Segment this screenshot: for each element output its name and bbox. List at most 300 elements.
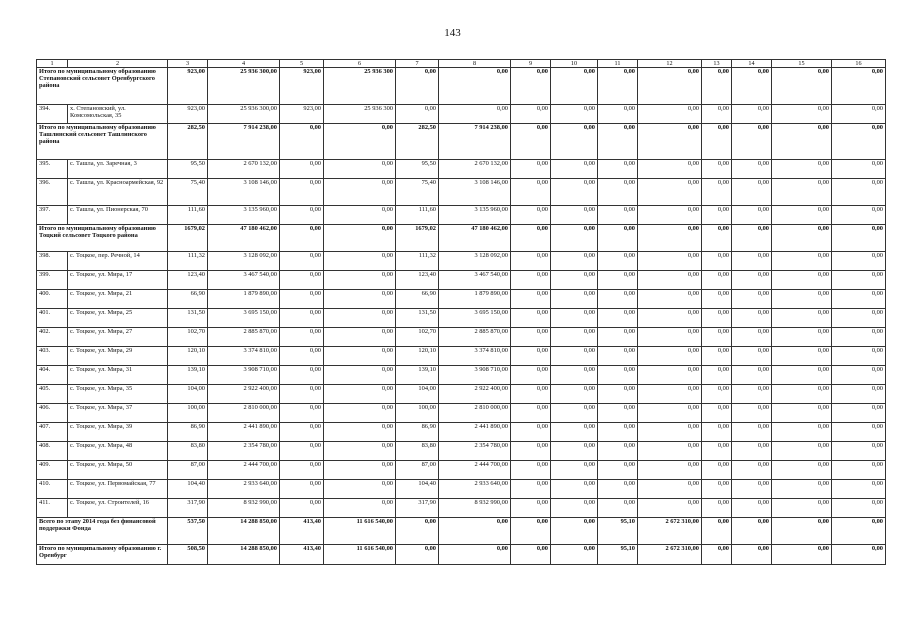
housing-program-table: [36, 59, 886, 565]
value-cell: 282,50: [396, 124, 439, 160]
value-cell: 0,00: [598, 385, 638, 404]
address-cell: с. Ташла, ул. Заречная, 3: [68, 160, 168, 179]
value-cell: 0,00: [598, 206, 638, 225]
value-cell: 0,00: [598, 105, 638, 124]
value-cell: 0,00: [702, 68, 732, 105]
value-cell: 0,00: [551, 366, 598, 385]
value-cell: 104,00: [396, 385, 439, 404]
value-cell: 923,00: [168, 105, 208, 124]
value-cell: 282,50: [168, 124, 208, 160]
value-cell: 120,10: [168, 347, 208, 366]
column-number: 3: [168, 60, 208, 68]
value-cell: 0,00: [598, 252, 638, 271]
value-cell: 0,00: [702, 309, 732, 328]
value-cell: 0,00: [772, 309, 832, 328]
value-cell: 95,50: [396, 160, 439, 179]
value-cell: 0,00: [732, 68, 772, 105]
value-cell: 66,90: [168, 290, 208, 309]
value-cell: 0,00: [551, 68, 598, 105]
value-cell: 111,60: [396, 206, 439, 225]
value-cell: 0,00: [511, 480, 551, 499]
value-cell: 0,00: [702, 105, 732, 124]
subtotal-row: [37, 124, 886, 160]
subtotal-row: [37, 225, 886, 252]
value-cell: 0,00: [551, 160, 598, 179]
value-cell: 0,00: [551, 105, 598, 124]
value-cell: 0,00: [702, 423, 732, 442]
column-number: 6: [324, 60, 396, 68]
address-cell: с. Тоцкое, ул. Первомайская, 77: [68, 480, 168, 499]
value-cell: 0,00: [638, 423, 702, 442]
value-cell: 87,00: [396, 461, 439, 480]
value-cell: 86,90: [396, 423, 439, 442]
value-cell: 0,00: [772, 105, 832, 124]
table-row: [37, 179, 886, 206]
value-cell: 0,00: [638, 105, 702, 124]
table-row: [37, 385, 886, 404]
value-cell: 0,00: [551, 206, 598, 225]
value-cell: 0,00: [511, 160, 551, 179]
column-number: 15: [772, 60, 832, 68]
address-cell: с. Тоцкое, ул. Мира, 27: [68, 328, 168, 347]
value-cell: 0,00: [702, 518, 732, 545]
value-cell: 0,00: [511, 385, 551, 404]
column-number: 16: [832, 60, 886, 68]
value-cell: 0,00: [702, 179, 732, 206]
value-cell: 2 354 780,00: [439, 442, 511, 461]
subtotal-label: Итого по муниципальному образованию Тоцкий сельсовет Тоцкого района: [37, 225, 168, 252]
address-cell: с. Тоцкое, ул. Мира, 37: [68, 404, 168, 423]
subtotal-row: [37, 545, 886, 565]
value-cell: 0,00: [732, 347, 772, 366]
value-cell: 3 695 150,00: [439, 309, 511, 328]
value-cell: 0,00: [511, 499, 551, 518]
column-number: 11: [598, 60, 638, 68]
value-cell: 104,00: [168, 385, 208, 404]
value-cell: 0,00: [280, 480, 324, 499]
value-cell: 0,00: [638, 225, 702, 252]
value-cell: 0,00: [638, 404, 702, 423]
row-number: 404.: [37, 366, 68, 385]
value-cell: 0,00: [732, 206, 772, 225]
value-cell: 0,00: [551, 252, 598, 271]
row-number: 410.: [37, 480, 68, 499]
value-cell: 0,00: [832, 385, 886, 404]
value-cell: 0,00: [324, 309, 396, 328]
column-number-header: [37, 60, 886, 68]
value-cell: 0,00: [638, 290, 702, 309]
value-cell: 0,00: [551, 328, 598, 347]
value-cell: 0,00: [598, 328, 638, 347]
value-cell: 0,00: [280, 366, 324, 385]
value-cell: 0,00: [280, 499, 324, 518]
value-cell: 102,70: [396, 328, 439, 347]
value-cell: 0,00: [511, 68, 551, 105]
value-cell: 47 180 462,00: [439, 225, 511, 252]
value-cell: 0,00: [324, 480, 396, 499]
value-cell: 0,00: [772, 518, 832, 545]
address-cell: с. Тоцкое, ул. Строителей, 16: [68, 499, 168, 518]
value-cell: 0,00: [832, 290, 886, 309]
value-cell: 0,00: [638, 271, 702, 290]
value-cell: 0,00: [702, 252, 732, 271]
value-cell: 0,00: [832, 225, 886, 252]
value-cell: 120,10: [396, 347, 439, 366]
value-cell: 2 672 310,00: [638, 518, 702, 545]
value-cell: 0,00: [511, 461, 551, 480]
value-cell: 0,00: [598, 309, 638, 328]
value-cell: 0,00: [511, 366, 551, 385]
value-cell: 0,00: [772, 366, 832, 385]
value-cell: 0,00: [702, 160, 732, 179]
table-row: [37, 347, 886, 366]
row-number: 394.: [37, 105, 68, 124]
value-cell: 0,00: [324, 124, 396, 160]
value-cell: 25 936 300: [324, 68, 396, 105]
value-cell: 0,00: [832, 545, 886, 565]
value-cell: 0,00: [511, 225, 551, 252]
column-number: 5: [280, 60, 324, 68]
table-row: [37, 290, 886, 309]
value-cell: 0,00: [832, 499, 886, 518]
column-number: 1: [37, 60, 68, 68]
value-cell: 3 374 810,00: [439, 347, 511, 366]
value-cell: 0,00: [551, 499, 598, 518]
value-cell: 0,00: [832, 461, 886, 480]
value-cell: 0,00: [598, 124, 638, 160]
value-cell: 2 441 890,00: [439, 423, 511, 442]
value-cell: 0,00: [772, 225, 832, 252]
value-cell: 47 180 462,00: [208, 225, 280, 252]
value-cell: 0,00: [772, 499, 832, 518]
value-cell: 0,00: [324, 366, 396, 385]
value-cell: 0,00: [551, 480, 598, 499]
table-row: [37, 271, 886, 290]
value-cell: 3 128 092,00: [208, 252, 280, 271]
value-cell: 0,00: [832, 423, 886, 442]
value-cell: 0,00: [638, 68, 702, 105]
value-cell: 0,00: [511, 328, 551, 347]
value-cell: 0,00: [638, 461, 702, 480]
value-cell: 0,00: [551, 423, 598, 442]
value-cell: 0,00: [772, 252, 832, 271]
subtotal-label: Итого по муниципальному образованию г. Оренбург: [37, 545, 168, 565]
address-cell: х. Степановский, ул. Комсомольская, 35: [68, 105, 168, 124]
value-cell: 2 354 780,00: [208, 442, 280, 461]
address-cell: с. Тоцкое, ул. Мира, 25: [68, 309, 168, 328]
value-cell: 25 936 300,00: [208, 68, 280, 105]
value-cell: 0,00: [732, 385, 772, 404]
value-cell: 0,00: [598, 480, 638, 499]
value-cell: 1679,02: [168, 225, 208, 252]
address-cell: с. Ташла, ул. Пионерская, 70: [68, 206, 168, 225]
value-cell: 0,00: [280, 385, 324, 404]
value-cell: 413,40: [280, 545, 324, 565]
table-row: [37, 423, 886, 442]
value-cell: 139,10: [396, 366, 439, 385]
value-cell: 317,90: [396, 499, 439, 518]
value-cell: 0,00: [832, 252, 886, 271]
value-cell: 0,00: [832, 68, 886, 105]
value-cell: 0,00: [324, 404, 396, 423]
value-cell: 0,00: [832, 124, 886, 160]
value-cell: 2 922 400,00: [439, 385, 511, 404]
row-number: 400.: [37, 290, 68, 309]
value-cell: 0,00: [439, 518, 511, 545]
value-cell: 0,00: [511, 309, 551, 328]
value-cell: 1 879 890,00: [208, 290, 280, 309]
value-cell: 104,40: [396, 480, 439, 499]
value-cell: 0,00: [732, 105, 772, 124]
value-cell: 0,00: [280, 160, 324, 179]
column-number: 4: [208, 60, 280, 68]
table-body: [37, 60, 886, 565]
column-number: 10: [551, 60, 598, 68]
value-cell: 0,00: [772, 290, 832, 309]
address-cell: с. Ташла, ул. Красноармейская, 92: [68, 179, 168, 206]
value-cell: 2 922 400,00: [208, 385, 280, 404]
row-number: 408.: [37, 442, 68, 461]
value-cell: 0,00: [551, 309, 598, 328]
value-cell: 0,00: [280, 309, 324, 328]
value-cell: 0,00: [772, 68, 832, 105]
address-cell: с. Тоцкое, пер. Речной, 14: [68, 252, 168, 271]
value-cell: 0,00: [732, 423, 772, 442]
value-cell: 0,00: [832, 179, 886, 206]
value-cell: 11 616 540,00: [324, 545, 396, 565]
value-cell: 0,00: [638, 160, 702, 179]
value-cell: 0,00: [511, 105, 551, 124]
table-row: [37, 206, 886, 225]
row-number: 405.: [37, 385, 68, 404]
value-cell: 0,00: [280, 347, 324, 366]
value-cell: 0,00: [439, 105, 511, 124]
value-cell: 0,00: [832, 442, 886, 461]
value-cell: 0,00: [511, 442, 551, 461]
value-cell: 104,40: [168, 480, 208, 499]
value-cell: 0,00: [732, 290, 772, 309]
value-cell: 0,00: [324, 347, 396, 366]
value-cell: 131,50: [168, 309, 208, 328]
value-cell: 0,00: [772, 442, 832, 461]
value-cell: 2 670 132,00: [208, 160, 280, 179]
value-cell: 0,00: [832, 404, 886, 423]
value-cell: 25 936 300: [324, 105, 396, 124]
value-cell: 0,00: [396, 105, 439, 124]
value-cell: 413,40: [280, 518, 324, 545]
address-cell: с. Тоцкое, ул. Мира, 21: [68, 290, 168, 309]
column-number: 9: [511, 60, 551, 68]
value-cell: 0,00: [551, 225, 598, 252]
value-cell: 0,00: [638, 480, 702, 499]
value-cell: 0,00: [772, 461, 832, 480]
value-cell: 0,00: [702, 271, 732, 290]
value-cell: 111,32: [396, 252, 439, 271]
row-number: 397.: [37, 206, 68, 225]
value-cell: 0,00: [772, 206, 832, 225]
value-cell: 0,00: [511, 290, 551, 309]
value-cell: 0,00: [702, 480, 732, 499]
value-cell: 0,00: [396, 68, 439, 105]
value-cell: 0,00: [324, 499, 396, 518]
subtotal-label: Итого по муниципальному образованию Ташлинский сельсовет Ташлинского района: [37, 124, 168, 160]
value-cell: 317,90: [168, 499, 208, 518]
value-cell: 0,00: [732, 518, 772, 545]
value-cell: 0,00: [732, 366, 772, 385]
value-cell: 0,00: [511, 545, 551, 565]
value-cell: 100,00: [396, 404, 439, 423]
value-cell: 0,00: [732, 160, 772, 179]
address-cell: с. Тоцкое, ул. Мира, 29: [68, 347, 168, 366]
value-cell: 75,40: [396, 179, 439, 206]
value-cell: 0,00: [732, 124, 772, 160]
value-cell: 0,00: [702, 328, 732, 347]
address-cell: с. Тоцкое, ул. Мира, 31: [68, 366, 168, 385]
table-row: [37, 160, 886, 179]
value-cell: 0,00: [511, 404, 551, 423]
value-cell: 123,40: [396, 271, 439, 290]
value-cell: 2 933 640,00: [439, 480, 511, 499]
value-cell: 0,00: [439, 545, 511, 565]
row-number: 409.: [37, 461, 68, 480]
value-cell: 66,90: [396, 290, 439, 309]
value-cell: 0,00: [832, 160, 886, 179]
value-cell: 0,00: [772, 545, 832, 565]
value-cell: 0,00: [732, 404, 772, 423]
row-number: 401.: [37, 309, 68, 328]
value-cell: 0,00: [832, 271, 886, 290]
value-cell: 0,00: [732, 499, 772, 518]
value-cell: 0,00: [511, 271, 551, 290]
value-cell: 0,00: [598, 461, 638, 480]
column-number: 13: [702, 60, 732, 68]
value-cell: 508,50: [168, 545, 208, 565]
value-cell: 0,00: [511, 347, 551, 366]
value-cell: 111,60: [168, 206, 208, 225]
value-cell: 0,00: [732, 252, 772, 271]
value-cell: 131,50: [396, 309, 439, 328]
value-cell: 0,00: [832, 206, 886, 225]
value-cell: 0,00: [324, 328, 396, 347]
value-cell: 0,00: [598, 68, 638, 105]
value-cell: 0,00: [280, 252, 324, 271]
value-cell: 0,00: [772, 271, 832, 290]
value-cell: 0,00: [280, 290, 324, 309]
column-number: 14: [732, 60, 772, 68]
value-cell: 0,00: [511, 179, 551, 206]
row-number: 399.: [37, 271, 68, 290]
value-cell: 0,00: [702, 347, 732, 366]
value-cell: 11 616 540,00: [324, 518, 396, 545]
subtotal-label: Итого по муниципальному образованию Степановский сельсовет Оренбургского района: [37, 68, 168, 105]
value-cell: 0,00: [551, 124, 598, 160]
row-number: 396.: [37, 179, 68, 206]
value-cell: 25 936 300,00: [208, 105, 280, 124]
row-number: 411.: [37, 499, 68, 518]
table-row: [37, 404, 886, 423]
value-cell: 0,00: [732, 271, 772, 290]
value-cell: 0,00: [280, 423, 324, 442]
value-cell: 8 932 990,00: [439, 499, 511, 518]
address-cell: с. Тоцкое, ул. Мира, 35: [68, 385, 168, 404]
value-cell: 0,00: [598, 442, 638, 461]
value-cell: 0,00: [772, 328, 832, 347]
value-cell: 8 932 990,00: [208, 499, 280, 518]
value-cell: 0,00: [551, 518, 598, 545]
value-cell: 0,00: [732, 328, 772, 347]
value-cell: 0,00: [439, 68, 511, 105]
value-cell: 923,00: [280, 105, 324, 124]
value-cell: 86,90: [168, 423, 208, 442]
value-cell: 0,00: [638, 385, 702, 404]
value-cell: 2 444 700,00: [439, 461, 511, 480]
value-cell: 0,00: [511, 206, 551, 225]
value-cell: 0,00: [702, 385, 732, 404]
value-cell: 0,00: [324, 461, 396, 480]
table-row: [37, 366, 886, 385]
value-cell: 0,00: [396, 518, 439, 545]
value-cell: 3 695 150,00: [208, 309, 280, 328]
value-cell: 14 288 850,00: [208, 518, 280, 545]
value-cell: 0,00: [396, 545, 439, 565]
value-cell: 0,00: [832, 518, 886, 545]
value-cell: 0,00: [638, 499, 702, 518]
value-cell: 0,00: [638, 366, 702, 385]
value-cell: 7 914 238,00: [439, 124, 511, 160]
subtotal-label: Всего по этапу 2014 года без финансовой поддержки Фонда: [37, 518, 168, 545]
value-cell: 2 670 132,00: [439, 160, 511, 179]
value-cell: 2 444 700,00: [208, 461, 280, 480]
value-cell: 0,00: [638, 124, 702, 160]
row-number: 402.: [37, 328, 68, 347]
column-number: 12: [638, 60, 702, 68]
page-number: 143: [444, 27, 461, 39]
value-cell: 2 885 870,00: [208, 328, 280, 347]
value-cell: 0,00: [772, 160, 832, 179]
value-cell: 0,00: [732, 442, 772, 461]
value-cell: 0,00: [598, 271, 638, 290]
row-number: 407.: [37, 423, 68, 442]
value-cell: 3 108 146,00: [439, 179, 511, 206]
row-number: 406.: [37, 404, 68, 423]
value-cell: 0,00: [702, 290, 732, 309]
value-cell: 0,00: [732, 309, 772, 328]
address-cell: с. Тоцкое, ул. Мира, 39: [68, 423, 168, 442]
value-cell: 0,00: [638, 252, 702, 271]
value-cell: 0,00: [280, 271, 324, 290]
value-cell: 123,40: [168, 271, 208, 290]
value-cell: 2 441 890,00: [208, 423, 280, 442]
table-row: [37, 309, 886, 328]
column-number: 2: [68, 60, 168, 68]
value-cell: 0,00: [280, 404, 324, 423]
value-cell: 0,00: [280, 206, 324, 225]
value-cell: 0,00: [832, 347, 886, 366]
value-cell: 95,10: [598, 545, 638, 565]
value-cell: 0,00: [551, 461, 598, 480]
value-cell: 0,00: [772, 423, 832, 442]
value-cell: 0,00: [324, 271, 396, 290]
row-number: 398.: [37, 252, 68, 271]
value-cell: 0,00: [772, 179, 832, 206]
value-cell: 95,10: [598, 518, 638, 545]
value-cell: 0,00: [551, 545, 598, 565]
value-cell: 2 885 870,00: [439, 328, 511, 347]
value-cell: 3 908 710,00: [208, 366, 280, 385]
value-cell: 0,00: [324, 179, 396, 206]
value-cell: 0,00: [702, 366, 732, 385]
address-cell: с. Тоцкое, ул. Мира, 50: [68, 461, 168, 480]
